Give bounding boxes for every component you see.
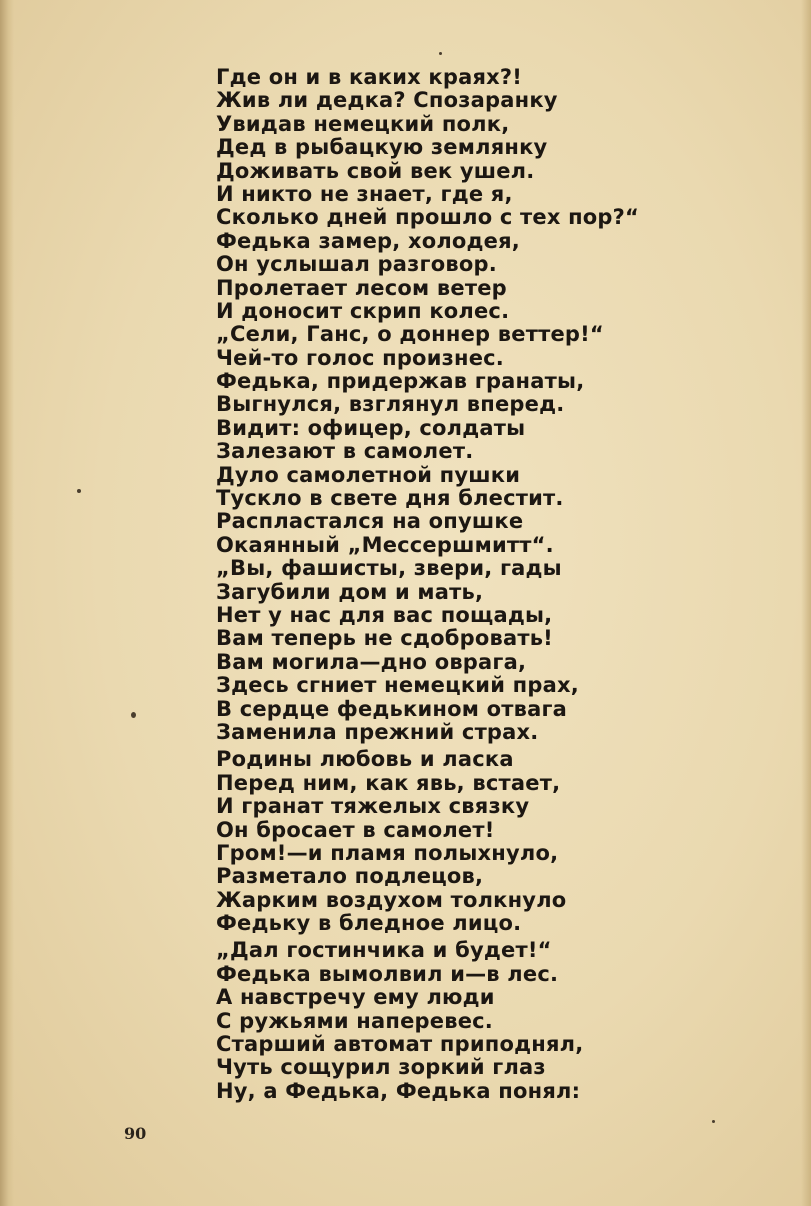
poem-line: Видит: офицер, солдаты	[216, 415, 526, 440]
poem-line: Здесь сгниет немецкий прах,	[216, 673, 579, 698]
poem-line: Окаянный „Мессершмитт“.	[216, 532, 554, 557]
poem-line: Пролетает лесом ветер	[216, 275, 507, 300]
poem-line: Чей-то голос произнес.	[216, 345, 504, 370]
poem-line: Он услышал разговор.	[216, 252, 497, 277]
poem-line: Вам теперь не сдобровать!	[216, 626, 553, 651]
poem-line: И никто не знает, где я,	[216, 181, 513, 206]
poem-line: И гранат тяжелых связку	[216, 794, 530, 819]
poem-line: Увидав немецкий полк,	[216, 111, 510, 136]
poem-line: Федька, придержав гранаты,	[216, 369, 585, 394]
page-number: 90	[124, 1124, 147, 1143]
poem-line: Заменила прежний страх.	[216, 719, 539, 744]
poem-line: Старший автомат приподнял,	[216, 1032, 584, 1057]
ink-speck	[439, 52, 442, 55]
page-left-edge	[0, 0, 14, 1206]
poem-line: Сколько дней прошло с тех пор?“	[216, 205, 640, 230]
ink-speck	[131, 712, 136, 718]
page-right-edge	[801, 0, 811, 1206]
poem-line: Нет у нас для вас пощады,	[216, 602, 553, 627]
poem-line: Чуть сощурил зоркий глаз	[216, 1055, 546, 1080]
poem-line: Разметало подлецов,	[216, 864, 484, 889]
poem-line: Залезают в самолет.	[216, 439, 474, 464]
poem-line: И доносит скрип колес.	[216, 298, 510, 323]
poem-text	[216, 66, 776, 1103]
poem-line: Вам могила—дно оврага,	[216, 649, 527, 674]
poem-line: Он бросает в самолет!	[216, 817, 495, 842]
poem-line: Перед ним, как явь, встает,	[216, 770, 561, 795]
poem-line: А навстречу ему люди	[216, 985, 495, 1010]
poem-line: Где он и в каких краях?!	[216, 65, 523, 89]
poem-line: Федька замер, холодея,	[216, 228, 520, 253]
poem-line: Жив ли дедка? Спозаранку	[216, 88, 558, 113]
poem-line: Распластался на опушке	[216, 509, 524, 534]
poem-line: Загубили дом и мать,	[216, 579, 484, 604]
poem-line: Выгнулся, взглянул вперед.	[216, 392, 565, 417]
poem-line: Дуло самолетной пушки	[216, 462, 521, 487]
poem-line: Федька вымолвил и—в лес.	[216, 961, 559, 986]
poem-line: В сердце федькином отвага	[216, 696, 568, 721]
poem-line: Родины любовь и ласка	[216, 747, 514, 772]
poem-line: „Вы, фашисты, звери, гады	[216, 556, 562, 581]
ink-speck	[77, 489, 81, 493]
poem-line: „Сели, Ганс, о доннер веттер!“	[216, 322, 604, 347]
poem-line: „Дал гостинчика и будет!“	[216, 938, 552, 963]
poem-line: Тускло в свете дня блестит.	[216, 486, 564, 511]
poem-line: Доживать свой век ушел.	[216, 158, 535, 183]
poem-line: С ружьями наперевес.	[216, 1008, 493, 1033]
poem-line: Ну, а Федька, Федька понял:	[216, 1078, 581, 1103]
poem-line: Федьку в бледное лицо.	[216, 911, 522, 936]
poem-line: Дед в рыбацкую землянку	[216, 135, 548, 160]
poem-line: Гром!—и пламя полыхнуло,	[216, 840, 559, 865]
poem-line: Жарким воздухом толкнуло	[216, 887, 567, 912]
ink-speck	[712, 1120, 715, 1123]
